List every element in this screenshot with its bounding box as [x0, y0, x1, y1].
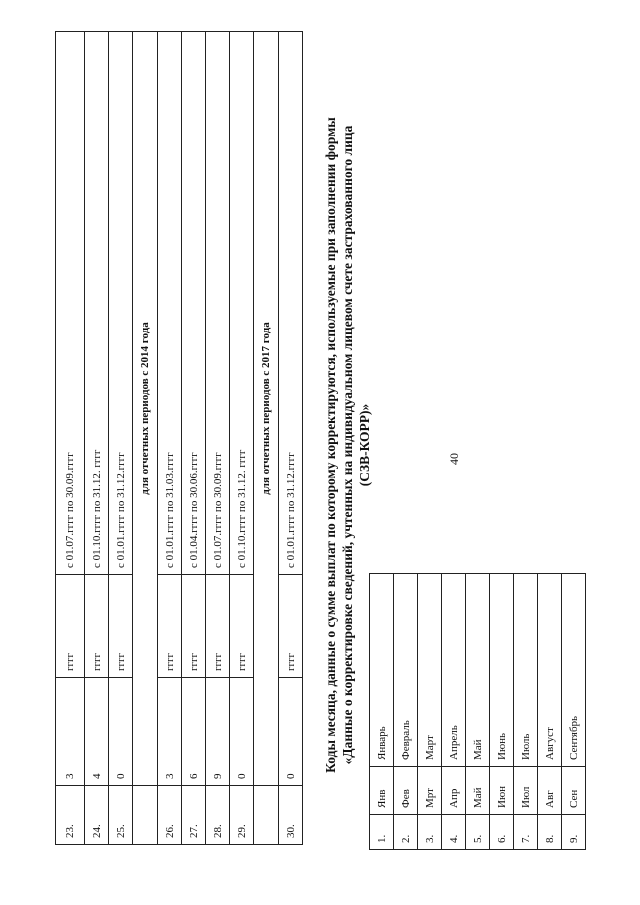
month-name: Апрель: [442, 574, 466, 767]
month-name: Февраль: [394, 574, 418, 767]
month-name: Август: [538, 574, 562, 767]
table-row: [158, 32, 182, 845]
table-row: [538, 574, 562, 850]
table-row: [442, 574, 466, 850]
heading-line-3: (СЗВ-КОРР)»: [357, 403, 372, 487]
period-range: с 01.10.гггг по 31.12. гггг: [85, 32, 109, 575]
month-name: Январь: [370, 574, 394, 767]
period-rows-top: [56, 32, 133, 845]
row-number: 28.: [206, 786, 230, 845]
section-row: [133, 32, 158, 845]
row-number: 7.: [514, 815, 538, 850]
table-row: [466, 574, 490, 850]
table-row: [514, 574, 538, 850]
period-code: 0: [109, 678, 133, 786]
month-name: Сентябрь: [562, 574, 586, 767]
heading-line-1: Коды месяца, данные о сумме выплат по которому корректируются, используемые при заполнении формы: [323, 117, 338, 773]
table-row: [56, 32, 85, 845]
row-number: 5.: [466, 815, 490, 850]
period-code: 9: [206, 678, 230, 786]
row-number: 30.: [279, 786, 303, 845]
row-number: 26.: [158, 786, 182, 845]
year-placeholder: гггг: [109, 575, 133, 678]
row-number: 6.: [490, 815, 514, 850]
year-placeholder: гггг: [206, 575, 230, 678]
month-name: Май: [466, 574, 490, 767]
table-row: [562, 574, 586, 850]
heading-line-2: «Данные о корректировке сведений, учтенных на индивидуальном лицевом счете застрахованного лица: [340, 125, 355, 765]
section-2014: [133, 32, 254, 845]
table-row: [206, 32, 230, 845]
section-heading: [322, 45, 373, 845]
row-number: 8.: [538, 815, 562, 850]
row-number: 1.: [370, 815, 394, 850]
period-code: 3: [158, 678, 182, 786]
row-number: 4.: [442, 815, 466, 850]
month-code: Сен: [562, 767, 586, 815]
period-range: с 01.04.гггг по 30.06.гггг: [182, 32, 206, 575]
month-name: Июнь: [490, 574, 514, 767]
row-number: 2.: [394, 815, 418, 850]
table-row: [418, 574, 442, 850]
table-row: [279, 32, 303, 845]
month-code: Май: [466, 767, 490, 815]
month-code: Апр: [442, 767, 466, 815]
year-placeholder: гггг: [56, 575, 85, 678]
table-row: [394, 574, 418, 850]
row-number: 23.: [56, 786, 85, 845]
table-row: [230, 32, 254, 845]
year-placeholder: гггг: [85, 575, 109, 678]
period-range: с 01.01.гггг по 31.12.гггг: [109, 32, 133, 575]
month-code: Июл: [514, 767, 538, 815]
section-title-2017: для отчетных периодов с 2017 года: [254, 32, 279, 786]
month-code: Янв: [370, 767, 394, 815]
period-code: 0: [230, 678, 254, 786]
period-range: с 01.10.гггг по 31.12. гггг: [230, 32, 254, 575]
table-row: [370, 574, 394, 850]
row-number: 9.: [562, 815, 586, 850]
month-codes-table: [369, 573, 586, 850]
page-number: 40: [447, 453, 461, 465]
period-code: 6: [182, 678, 206, 786]
month-code: Авг: [538, 767, 562, 815]
table-row: [109, 32, 133, 845]
month-name: Июль: [514, 574, 538, 767]
period-range: с 01.01.гггг по 31.03.гггг: [158, 32, 182, 575]
month-code: Мрт: [418, 767, 442, 815]
year-placeholder: гггг: [279, 575, 303, 678]
row-number: 3.: [418, 815, 442, 850]
month-code: Июн: [490, 767, 514, 815]
section-2017: [254, 32, 303, 845]
row-number: 25.: [109, 786, 133, 845]
month-code: Фев: [394, 767, 418, 815]
row-number: 29.: [230, 786, 254, 845]
year-placeholder: гггг: [158, 575, 182, 678]
year-placeholder: гггг: [230, 575, 254, 678]
row-number: 27.: [182, 786, 206, 845]
table-row: [85, 32, 109, 845]
period-range: с 01.01.гггг по 31.12.гггг: [279, 32, 303, 575]
row-number: 24.: [85, 786, 109, 845]
period-codes-table: [55, 31, 303, 845]
table-row: [490, 574, 514, 850]
table-row: [182, 32, 206, 845]
month-name: Март: [418, 574, 442, 767]
year-placeholder: гггг: [182, 575, 206, 678]
period-code: 3: [56, 678, 85, 786]
section-title-2014: для отчетных периодов с 2014 года: [133, 32, 158, 786]
month-rows: [370, 574, 586, 850]
period-range: с 01.07.гггг по 30.09.гггг: [56, 32, 85, 575]
period-code: 0: [279, 678, 303, 786]
section-row: [254, 32, 279, 845]
period-code: 4: [85, 678, 109, 786]
period-range: с 01.07.гггг по 30.09.гггг: [206, 32, 230, 575]
